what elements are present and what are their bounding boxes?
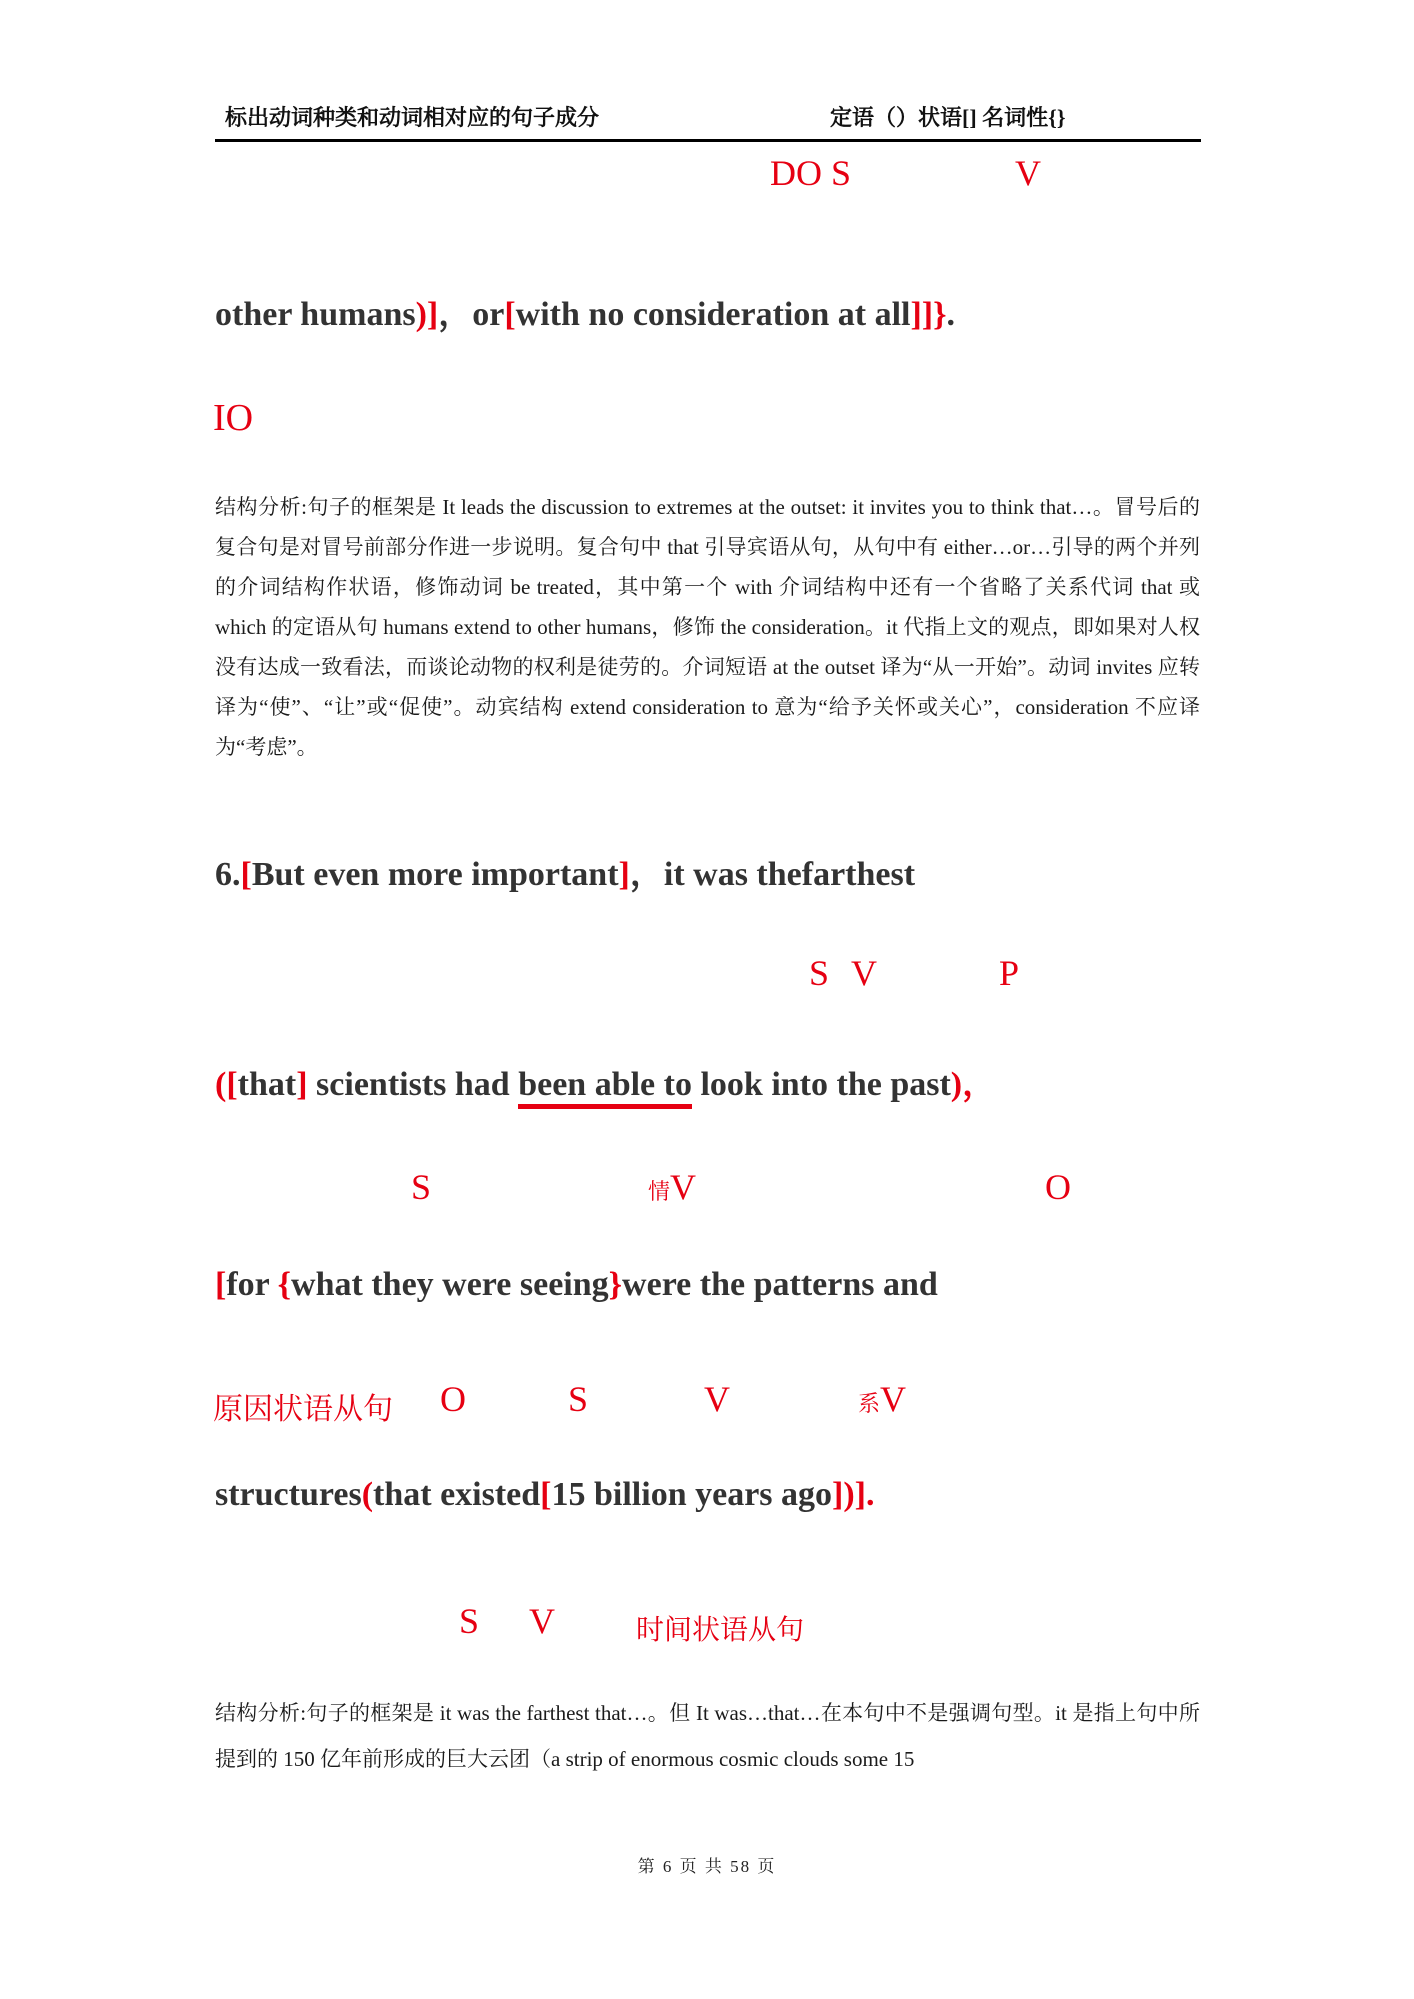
sentence-for-what-they-were-seeing: [for {what they were seeing}were the patterns and [215,1266,938,1303]
annotation-row-s-v-time-clause [0,1600,1414,1654]
label-o: O [440,1379,466,1419]
label-v: V [851,953,877,993]
label-o: O [1045,1167,1071,1207]
label-p: P [999,953,1020,993]
label-v: V [670,1167,697,1207]
label-xi-v [858,1378,906,1420]
label-time-adverbial-clause: 时间状语从句 [636,1615,805,1646]
label-qing: 情 [648,1179,671,1204]
label-qing-v [648,1166,696,1208]
page-number-footer: 第 6 页 共 58 页 [637,1857,777,1876]
label-s: S [459,1601,480,1641]
analysis-paragraph-2: 结构分析:句子的框架是 it was the farthest that…。但 It was…that…在本句中不是强调句型。it 是指上句中所提到的 150 亿年前形成的巨大云团（a strip of enormous cosmic clouds some 15 [215,1701,1200,1771]
label-do-s: DO S [770,153,852,193]
annotation-row-s-qingv-o [0,1166,1414,1220]
analysis-paragraph-1: 结构分析:句子的框架是 It leads the discussion to extremes at the outset: it invites you to think that…。冒号后的复合句是对冒号前部分作进一步说明。复合句中 that 引导宾语从句，从句中有 either…or…引导的两个并列的介词结构作状语，修饰动词 be treated，其中第一个 with 介词结构中还有一个省略了关系代词 that 或 which 的定语从句 humans extend to other humans，修饰 the consideration。it 代指上文的观点，即如果对人权没有达成一致看法，而谈论动物的权利是徒劳的。介词短语 at the outset 译为“从一开始”。动词 invites 应转译为“使”、“让”或“促使”。动宾结构 extend consideration to 意为“给予关怀或关心”，consideration 不应译为“考虑”。 [215,495,1200,759]
sentence-structures-that-existed: structures(that existed[15 billion years ago])]. [215,1476,875,1513]
label-s: S [411,1167,432,1207]
label-s: S [568,1379,589,1419]
label-v: V [1015,153,1041,193]
sentence-other-humans: other humans)]，or[with no consideration at all]]}. [215,296,956,333]
label-v: V [529,1601,555,1641]
header-rule [215,139,1201,142]
header-left-title: 标出动词种类和动词相对应的句子成分 [225,105,600,130]
header-right-legend: 定语（）状语[] 名词性{} [830,105,1066,130]
annotation-row-s-v-p [0,952,1414,1006]
label-xi: 系 [858,1391,881,1416]
label-io: IO [213,397,254,439]
label-v2: V [880,1379,907,1419]
label-s: S [809,953,830,993]
annotation-row-do-s-v [0,152,1414,206]
sentence-that-scientists: ([that] scientists had been able to look into the past)， [215,1056,1215,1105]
annotation-row-io [0,396,1414,450]
label-reason-adverbial-clause: 原因状语从句 [213,1393,393,1426]
label-v: V [704,1379,730,1419]
sentence-6-heading: 6.[But even more important]，it was thefarthest [215,856,916,893]
annotation-row-reason-clause [0,1378,1414,1432]
